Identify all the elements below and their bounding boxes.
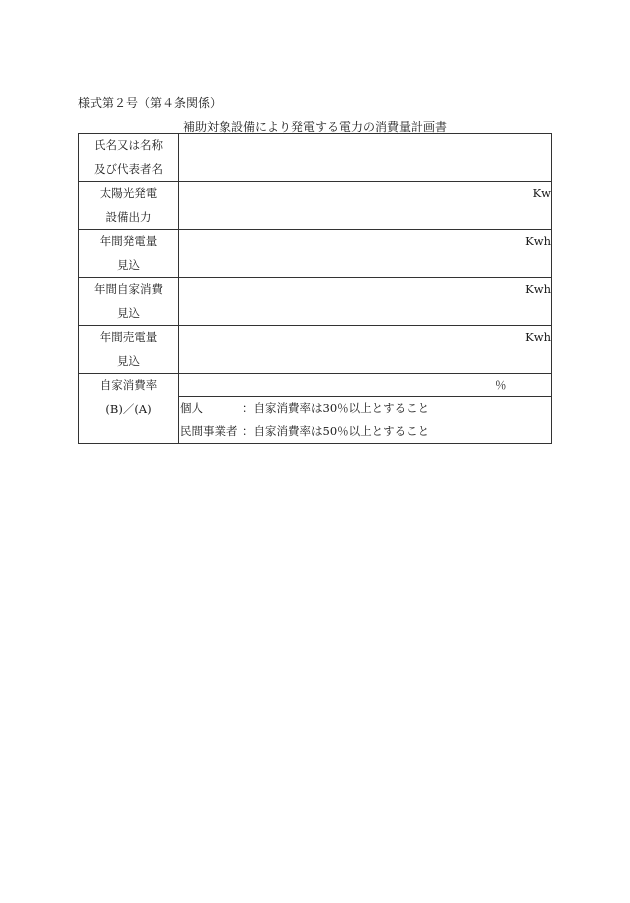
label-line: 氏名又は名称 [94, 138, 163, 152]
name-field[interactable] [179, 134, 552, 182]
label-line: 設備出力 [105, 209, 152, 224]
note-text: ：自家消費率は30％以上とすること [242, 401, 430, 415]
table-row-solar-output [79, 182, 552, 230]
unit-label: Kwh [525, 234, 551, 248]
annual-sold-field[interactable] [179, 326, 552, 374]
label-line: 太陽光発電 [99, 186, 158, 200]
note-text: ：自家消費率は50％以上とすること [242, 424, 430, 438]
table-row-annual-self-consumption [79, 278, 552, 326]
annual-generation-field[interactable] [179, 230, 552, 278]
table-row-annual-sold [79, 326, 552, 374]
label-line: 自家消費率 [99, 378, 158, 392]
form-title: 補助対象設備により発電する電力の消費量計画書 [182, 120, 447, 134]
table-row-self-consumption-rate [79, 374, 552, 444]
label-line: 年間自家消費 [94, 282, 163, 296]
table-row-annual-generation [79, 230, 552, 278]
row-label [79, 230, 179, 278]
solar-output-field[interactable] [179, 182, 552, 230]
unit-label: Kw [532, 186, 551, 200]
row-label [79, 182, 179, 230]
consumption-plan-table [78, 133, 552, 444]
label-line: 見込 [117, 353, 140, 368]
row-label [79, 326, 179, 374]
note-business [179, 420, 551, 443]
label-line: 年間売電量 [99, 330, 158, 344]
label-line: (B)／(A) [105, 401, 152, 416]
row-label [79, 278, 179, 326]
annual-self-consumption-field[interactable] [179, 278, 552, 326]
unit-label: ％ [495, 378, 507, 392]
unit-label: Kwh [525, 330, 551, 344]
table-row-name [79, 134, 552, 182]
note-label: 個人 [180, 401, 203, 415]
row-label [79, 374, 179, 444]
rate-field[interactable] [179, 374, 551, 397]
label-line: 及び代表者名 [94, 161, 163, 176]
label-line: 見込 [117, 305, 140, 320]
label-line: 見込 [117, 257, 140, 272]
note-individual [179, 397, 551, 420]
form-number: 様式第２号（第４条関係） [78, 96, 223, 110]
unit-label: Kwh [525, 282, 551, 296]
row-label [79, 134, 179, 182]
rate-cell [179, 374, 552, 444]
label-line: 年間発電量 [99, 234, 158, 248]
note-label: 民間事業者 [180, 424, 238, 438]
